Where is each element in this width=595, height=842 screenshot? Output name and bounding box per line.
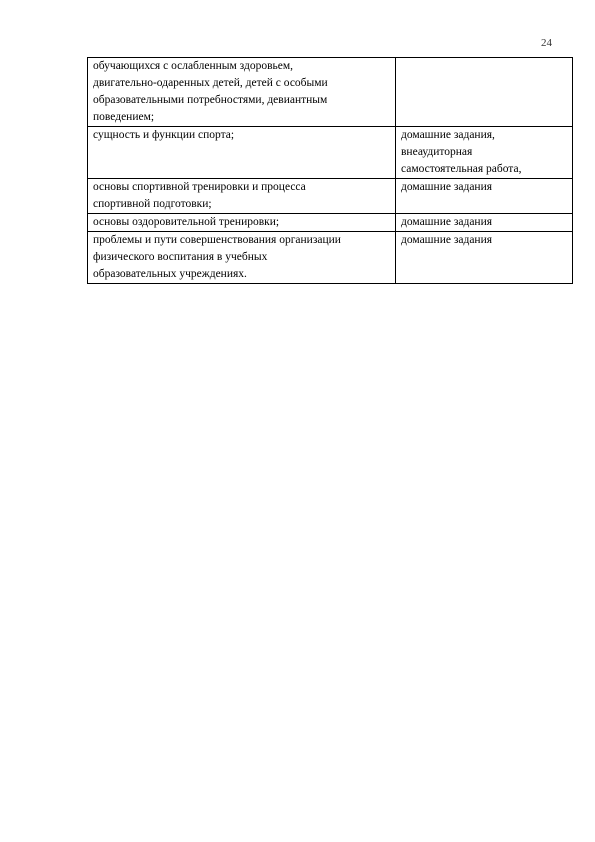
task-text: самостоятельная работа,: [401, 163, 522, 175]
task-text: домашние задания: [401, 181, 493, 193]
table-row: [88, 179, 573, 214]
task-cell: [396, 214, 573, 232]
topic-text: сущность и функции спорта;: [93, 129, 235, 141]
topic-text: проблемы и пути совершенствования организации: [93, 234, 341, 246]
topic-cell: [88, 214, 396, 232]
task-cell: [396, 58, 573, 127]
task-text: домашние задания,: [401, 129, 495, 141]
topic-text: спортивной подготовки;: [93, 198, 212, 210]
table-row: [88, 232, 573, 284]
topic-text: образовательными потребностями, девиантным: [93, 94, 328, 106]
task-cell: [396, 127, 573, 179]
table-row: [88, 127, 573, 179]
task-text: домашние задания: [401, 234, 493, 246]
topic-text: двигательно-одаренных детей, детей с особыми: [93, 77, 328, 89]
table-row: [88, 58, 573, 127]
task-text: домашние задания: [401, 216, 493, 228]
task-cell: [396, 232, 573, 284]
topic-cell: [88, 58, 396, 127]
topic-text: основы оздоровительной тренировки;: [93, 216, 280, 228]
topic-cell: [88, 232, 396, 284]
task-cell: [396, 179, 573, 214]
topic-cell: [88, 127, 396, 179]
topic-text: физического воспитания в учебных: [93, 251, 268, 263]
table-row: [88, 214, 573, 232]
topic-text: образовательных учреждениях.: [93, 268, 247, 280]
page-number: 24: [541, 37, 552, 49]
topic-text: поведением;: [93, 111, 155, 123]
topic-text: основы спортивной тренировки и процесса: [93, 181, 306, 193]
topic-cell: [88, 179, 396, 214]
content-table: [87, 57, 573, 284]
task-text: внеаудиторная: [401, 146, 473, 158]
topic-text: обучающихся с ослабленным здоровьем,: [93, 60, 294, 72]
